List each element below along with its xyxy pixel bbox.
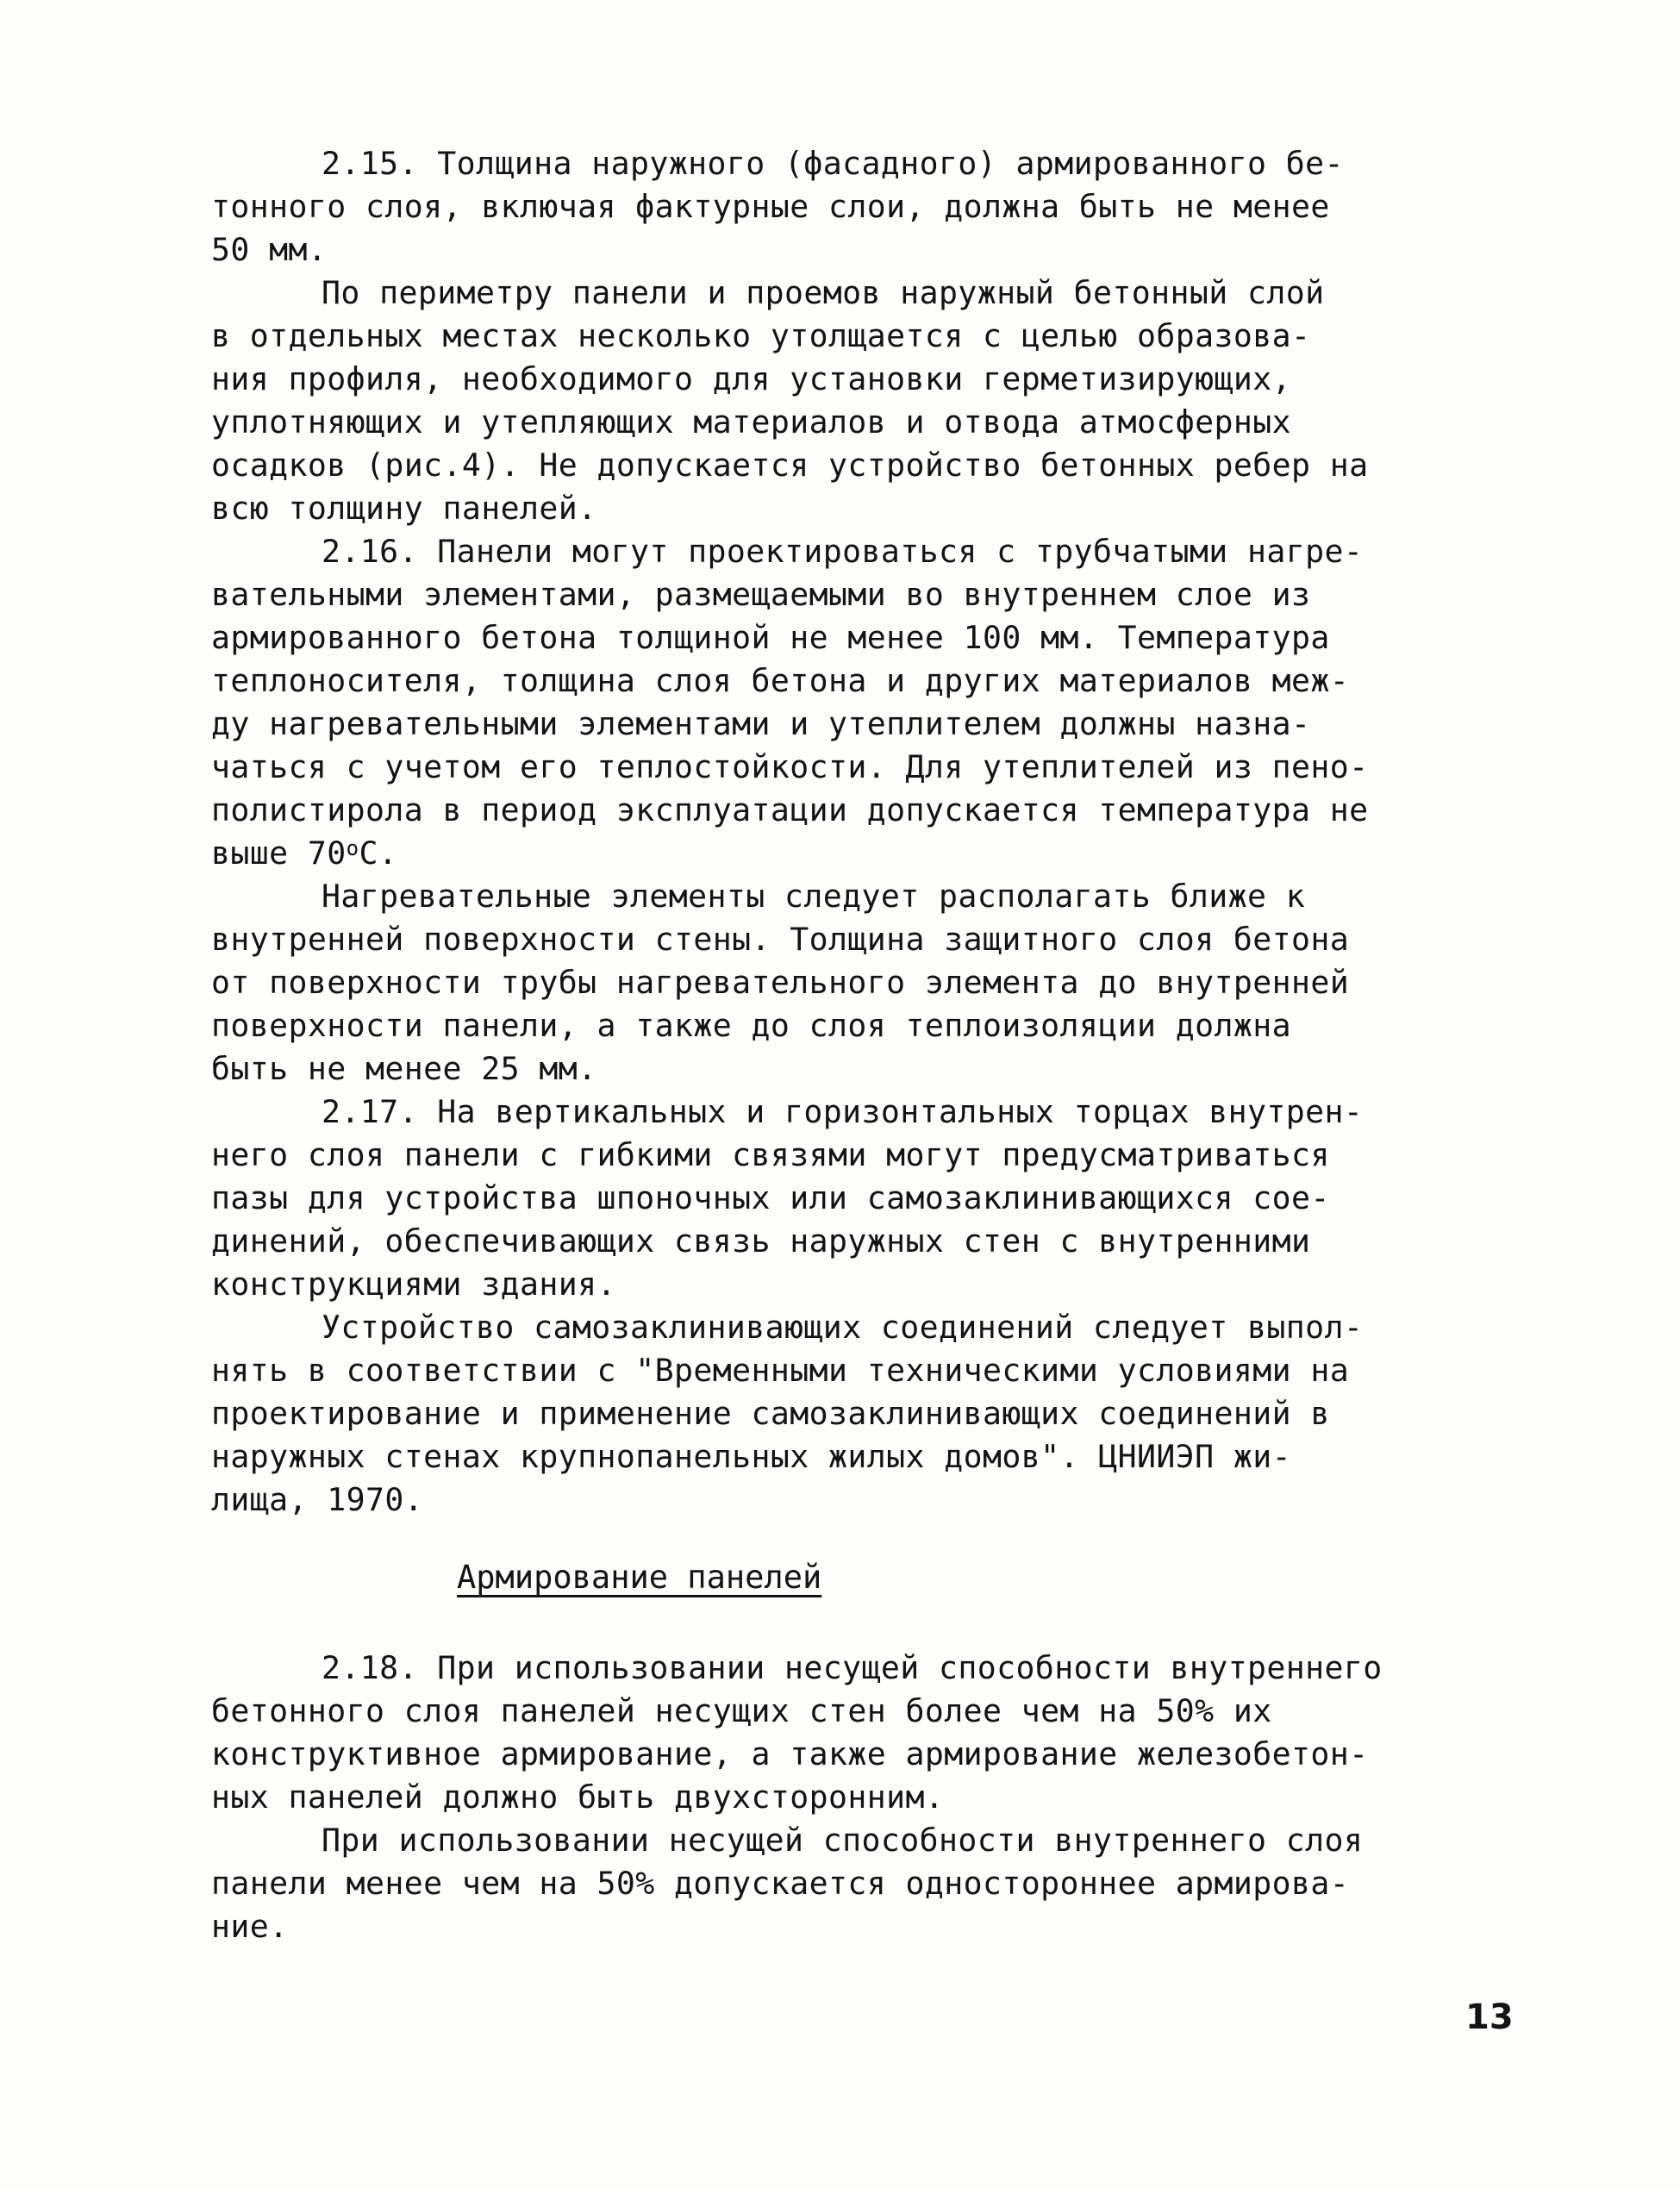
text-line: наружных стенах крупнопанельных жилых домов". ЦНИИЭП жи- [211, 1438, 1291, 1475]
text-line: динений, обеспечивающих связь наружных стен с внутренними [211, 1222, 1311, 1260]
text-line: Нагревательные элементы следует располагать ближе к [322, 878, 1306, 915]
text-line: 2.18. При использовании несущей способности внутреннего [322, 1649, 1383, 1686]
text-line: 50 мм. [211, 231, 328, 268]
text-line: ния профиля, необходимого для установки герметизирующих, [211, 360, 1291, 397]
text-line: осадков (рис.4). Не допускается устройство бетонных ребер на [211, 447, 1369, 484]
text-line: ду нагревательными элементами и утеплителем должны назна- [211, 705, 1311, 742]
text-line: от поверхности трубы нагревательного элемента до внутренней [211, 964, 1350, 1001]
text-line: всю толщину панелей. [211, 490, 597, 527]
text-line: проектирование и применение самозаклинивающих соединений в [211, 1395, 1330, 1432]
temperature-prefix: выше 70 [211, 835, 347, 872]
text-line: 2.17. На вертикальных и горизонтальных торцах внутрен- [322, 1093, 1364, 1130]
temperature-suffix: С. [359, 835, 398, 872]
text-line: конструкциями здания. [211, 1266, 616, 1303]
section-heading: Армирование панелей [457, 1559, 822, 1596]
text-line: лища, 1970. [211, 1481, 424, 1518]
text-line: внутренней поверхности стены. Толщина защитного слоя бетона [211, 921, 1350, 958]
text-line: бетонного слоя панелей несущих стен более чем на 50% их [211, 1692, 1272, 1729]
text-line: нять в соответствии с "Временными техническими условиями на [211, 1352, 1350, 1389]
degree-sign: о [346, 836, 359, 860]
text-line: вательными элементами, размещаемыми во внутреннем слое из [211, 576, 1311, 613]
text-line: него слоя панели с гибкими связями могут предусматриваться [211, 1136, 1330, 1173]
text-line: полистирола в период эксплуатации допускается температура не [211, 791, 1369, 828]
text-line: ных панелей должно быть двухсторонним. [211, 1779, 945, 1816]
page-number: 13 [1465, 1997, 1514, 2037]
text-line: теплоносителя, толщина слоя бетона и других материалов меж- [211, 662, 1350, 699]
text-line: тонного слоя, включая фактурные слои, должна быть не менее [211, 188, 1330, 225]
text-line: пазы для устройства шпоночных или самозаклинивающихся сое- [211, 1179, 1330, 1216]
text-line: ние. [211, 1908, 289, 1945]
text-line: конструктивное армирование, а также армирование железобетон- [211, 1735, 1369, 1772]
text-line: быть не менее 25 мм. [211, 1050, 597, 1087]
text-line: 2.15. Толщина наружного (фасадного) армированного бе- [322, 145, 1344, 182]
text-line: По периметру панели и проемов наружный бетонный слой [322, 274, 1325, 311]
text-line: армированного бетона толщиной не менее 100 мм. Температура [211, 619, 1330, 656]
text-line: чаться с учетом его теплостойкости. Для утеплителей из пено- [211, 748, 1369, 785]
text-line: уплотняющих и утепляющих материалов и отвода атмосферных [211, 403, 1291, 441]
text-line: 2.16. Панели могут проектироваться с трубчатыми нагре- [322, 533, 1364, 570]
text-line: в отдельных местах несколько утолщается с целью образова- [211, 317, 1311, 354]
text-line-temperature [211, 832, 397, 875]
text-line: поверхности панели, а также до слоя теплоизоляции должна [211, 1007, 1291, 1044]
text-line: При использовании несущей способности внутреннего слоя [322, 1822, 1364, 1859]
text-line: панели менее чем на 50% допускается одностороннее армирова- [211, 1865, 1350, 1902]
text-line: Устройство самозаклинивающих соединений следует выпол- [322, 1309, 1364, 1346]
